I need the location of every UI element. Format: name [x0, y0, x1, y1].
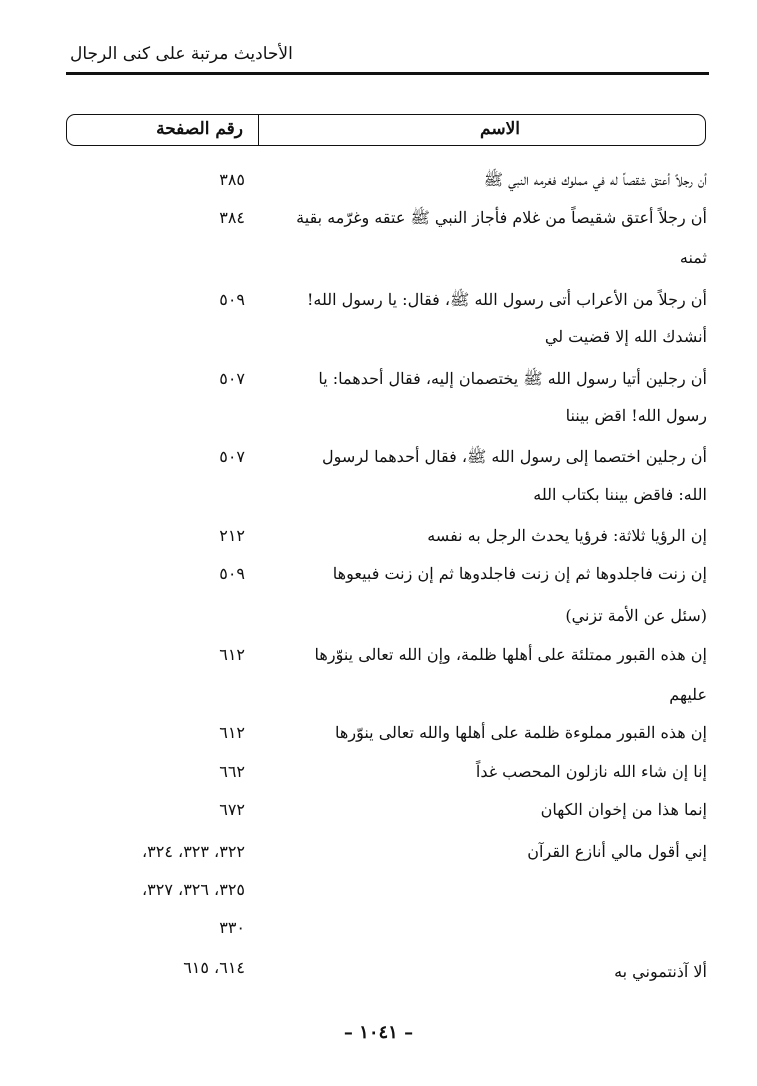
- entry-text: أن رجلاً أعتق شقيصاً من غلام فأجاز النبي ﷺ عتقه وغرّمه بقية: [296, 208, 707, 227]
- entry-page: ٣٢٢، ٣٢٣، ٣٢٤،: [141, 842, 245, 861]
- entry-page: ٥٠٧: [219, 447, 245, 466]
- entry-text: (سئل عن الأمة تزني): [565, 606, 707, 625]
- entry-text: أن رجلين اختصما إلى رسول الله ﷺ، فقال أحدهما لرسول: [322, 447, 707, 466]
- entry-text: إن هذه القبور مملوءة ظلمة على أهلها والله تعالى ينوّرها: [335, 723, 707, 742]
- entry-text: الله: فاقض بيننا بكتاب الله: [533, 485, 707, 504]
- entry-text: ألا آذنتموني به: [614, 962, 707, 981]
- entry-page: ٦١٢: [219, 723, 245, 742]
- running-head: الأحاديث مرتبة على كنى الرجال: [70, 44, 293, 64]
- entry-text: أنشدك الله إلا قضيت لي: [544, 327, 707, 346]
- entry-text: إن الرؤيا ثلاثة: فرؤيا يحدث الرجل به نفسه: [427, 526, 707, 545]
- column-divider: [258, 115, 259, 145]
- entry-page: ٥٠٩: [219, 290, 245, 309]
- entry-page: ٦٧٢: [219, 800, 245, 819]
- entry-text: إنما هذا من إخوان الكهان: [540, 800, 707, 819]
- entry-page: ٦١٤، ٦١٥: [183, 958, 245, 977]
- entry-page: ٥٠٩: [219, 564, 245, 583]
- entry-page: ٣٨٥: [219, 170, 245, 189]
- entry-page: ٥٠٧: [219, 369, 245, 388]
- entry-page: ٦٦٢: [219, 762, 245, 781]
- header-rule: [66, 72, 709, 75]
- entry-text: إن هذه القبور ممتلئة على أهلها ظلمة، وإن الله تعالى ينوّرها: [314, 645, 707, 664]
- entry-text: أن رجلين أتيا رسول الله ﷺ يختصمان إليه، فقال أحدهما: يا: [318, 369, 707, 388]
- table-header: [66, 114, 706, 146]
- entry-page: ٣٣٠: [219, 918, 245, 937]
- entry-page: ٣٨٤: [219, 208, 245, 227]
- entry-text: إني أقول مالي أنازع القرآن: [527, 842, 707, 861]
- name-column-header: الاسم: [480, 119, 520, 139]
- entry-text: إنا إن شاء الله نازلون المحصب غداً: [475, 762, 707, 781]
- entry-text: ثمنه: [679, 248, 707, 267]
- entry-page: ٣٢٥، ٣٢٦، ٣٢٧،: [141, 880, 245, 899]
- entry-text: عليهم: [669, 685, 707, 704]
- page-number: – ١٠٤١ –: [343, 1022, 414, 1043]
- entry-text: إن زنت فاجلدوها ثم إن زنت فاجلدوها ثم إن زنت فبيعوها: [332, 564, 707, 583]
- entry-text: أن رجلاً أعتق شقصاً له في مملوك فغرمه النبي ﷺ: [483, 170, 707, 189]
- entry-text: رسول الله! اقض بيننا: [565, 406, 707, 425]
- entry-page: ٢١٢: [219, 526, 245, 545]
- page-column-header: رقم الصفحة: [156, 119, 243, 139]
- entry-page: ٦١٢: [219, 645, 245, 664]
- entry-text: أن رجلاً من الأعراب أتى رسول الله ﷺ، فقال: يا رسول الله!: [306, 290, 707, 309]
